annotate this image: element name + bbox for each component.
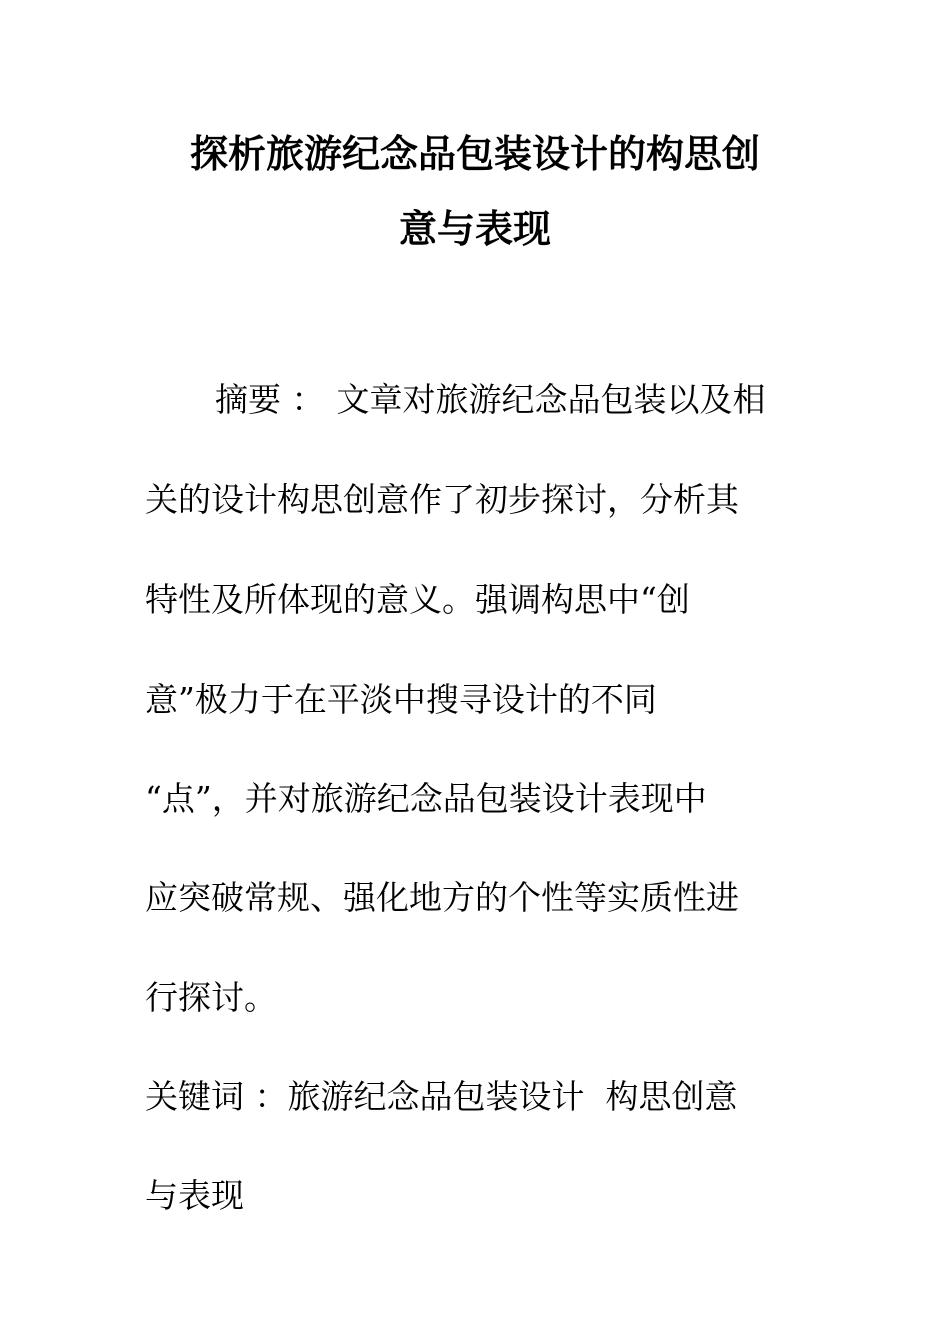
abstract-text-line-6: 应突破常规、强化地方的个性等实质性进 xyxy=(145,878,739,917)
abstract-text-line-5: “点”，并对旅游纪念品包装设计表现中 xyxy=(145,779,707,818)
keywords-label: 关键词 xyxy=(145,1077,244,1116)
keywords-separator: ： xyxy=(244,1077,288,1116)
abstract-label: 摘要 xyxy=(215,380,281,419)
abstract-separator: ： xyxy=(281,380,325,419)
abstract-text-line-1: 文章对旅游纪念品包装以及相 xyxy=(336,380,766,419)
abstract-text-line-7: 行探讨。 xyxy=(145,978,277,1017)
abstract-text-line-3: 特性及所体现的意义。强调构思中“创 xyxy=(145,580,690,619)
keywords-line-2: 与表现 xyxy=(145,1176,244,1215)
abstract-text-line-4: 意”极力于在平淡中搜寻设计的不同 xyxy=(145,680,657,719)
abstract-first-line xyxy=(215,380,766,420)
abstract-text-line-2: 关的设计构思创意作了初步探讨，分析其 xyxy=(145,480,739,519)
document-title-line-2: 意与表现 xyxy=(398,206,551,251)
keywords-text: 旅游纪念品包装设计 构思创意 xyxy=(287,1077,738,1116)
keywords-line-1 xyxy=(145,1077,737,1117)
document-title-line-1: 探析旅游纪念品包装设计的构思创 xyxy=(189,131,760,176)
